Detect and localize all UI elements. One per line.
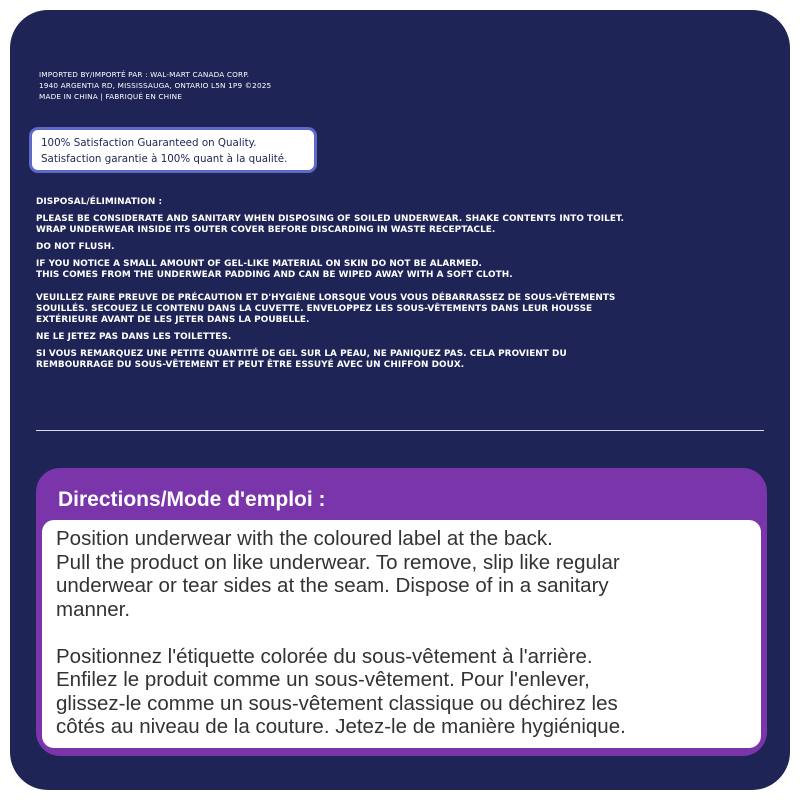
directions-line-fr: Enfilez le produit comme un sous-vêtement. Pour l'enlever, [56,668,590,691]
disposal-section [36,197,776,377]
guarantee-text-fr: Satisfaction garantie à 100% quant à la qualité. [41,153,288,165]
directions-line-en: Pull the product on like underwear. To remove, slip like regular [56,550,620,574]
disposal-line: SOUILLÉS. SECOUEZ LE CONTENU DANS LA CUVETTE. ENVELOPPEZ LES SOUS-VÊTEMENTS DANS LEUR HOUSSE [36,304,593,314]
disposal-line: VEUILLEZ FAIRE PREUVE DE PRÉCAUTION ET D'HYGIÈNE LORSQUE VOUS VOUS DÉBARRASSEZ DE SOUS-VÊTEMENTS [36,293,616,303]
address-line: 1940 ARGENTIA RD, MISSISSAUGA, ONTARIO L5N 1P9 ©2025 [39,81,272,90]
directions-body [42,520,761,748]
importer-info [39,69,739,102]
origin-line: MADE IN CHINA | FABRIQUÉ EN CHINE [39,92,182,101]
guarantee-text-en: 100% Satisfaction Guaranteed on Quality. [41,137,257,149]
disposal-line: DO NOT FLUSH. [36,242,115,252]
directions-title: Directions/Mode d'emploi : [58,488,326,511]
directions-box [36,468,767,756]
importer-line: IMPORTED BY/IMPORTÉ PAR : WAL-MART CANADA CORP. [39,70,250,79]
disposal-line: THIS COMES FROM THE UNDERWEAR PADDING AND CAN BE WIPED AWAY WITH A SOFT CLOTH. [36,270,513,280]
disposal-paragraph [36,349,776,371]
directions-line-fr: Positionnez l'étiquette colorée du sous-vêtement à l'arrière. [56,644,593,668]
package-back-panel [10,10,790,790]
disposal-line: REMBOURRAGE DU SOUS-VÊTEMENT ET PEUT ÊTRE ESSUYÉ AVEC UN CHIFFON DOUX. [36,360,465,370]
section-divider [36,430,764,431]
disposal-line: EXTÉRIEURE AVANT DE LES JETER DANS LA POUBELLE. [36,315,310,325]
directions-line-fr: côtés au niveau de la couture. Jetez-le de manière hygiénique. [56,715,626,738]
disposal-line: WRAP UNDERWEAR INSIDE ITS OUTER COVER BEFORE DISCARDING IN WASTE RECEPTACLE. [36,225,496,235]
disposal-paragraph [36,214,776,236]
disposal-line: PLEASE BE CONSIDERATE AND SANITARY WHEN DISPOSING OF SOILED UNDERWEAR. SHAKE CONTENTS INTO TOILET. [36,214,625,224]
disposal-paragraph [36,293,776,326]
directions-line-en: Position underwear with the coloured label at the back. [56,527,553,550]
disposal-line: SI VOUS REMARQUEZ UNE PETITE QUANTITÉ DE GEL SUR LA PEAU, NE PANIQUEZ PAS. CELA PROVIENT DU [36,349,567,359]
disposal-paragraph [36,332,776,343]
disposal-paragraph [36,259,776,281]
directions-line-fr: glissez-le comme un sous-vêtement classique ou déchirez les [56,691,618,715]
disposal-line: IF YOU NOTICE A SMALL AMOUNT OF GEL-LIKE MATERIAL ON SKIN DO NOT BE ALARMED. [36,259,482,269]
disposal-heading: DISPOSAL/ÉLIMINATION : [36,197,163,207]
directions-line-en: manner. [56,597,131,621]
paragraph-gap [56,621,761,645]
disposal-paragraph [36,242,776,253]
directions-line-en: underwear or tear sides at the seam. Dispose of in a sanitary [56,574,609,597]
satisfaction-guarantee-badge [29,127,317,173]
disposal-line: NE LE JETEZ PAS DANS LES TOILETTES. [36,332,232,342]
